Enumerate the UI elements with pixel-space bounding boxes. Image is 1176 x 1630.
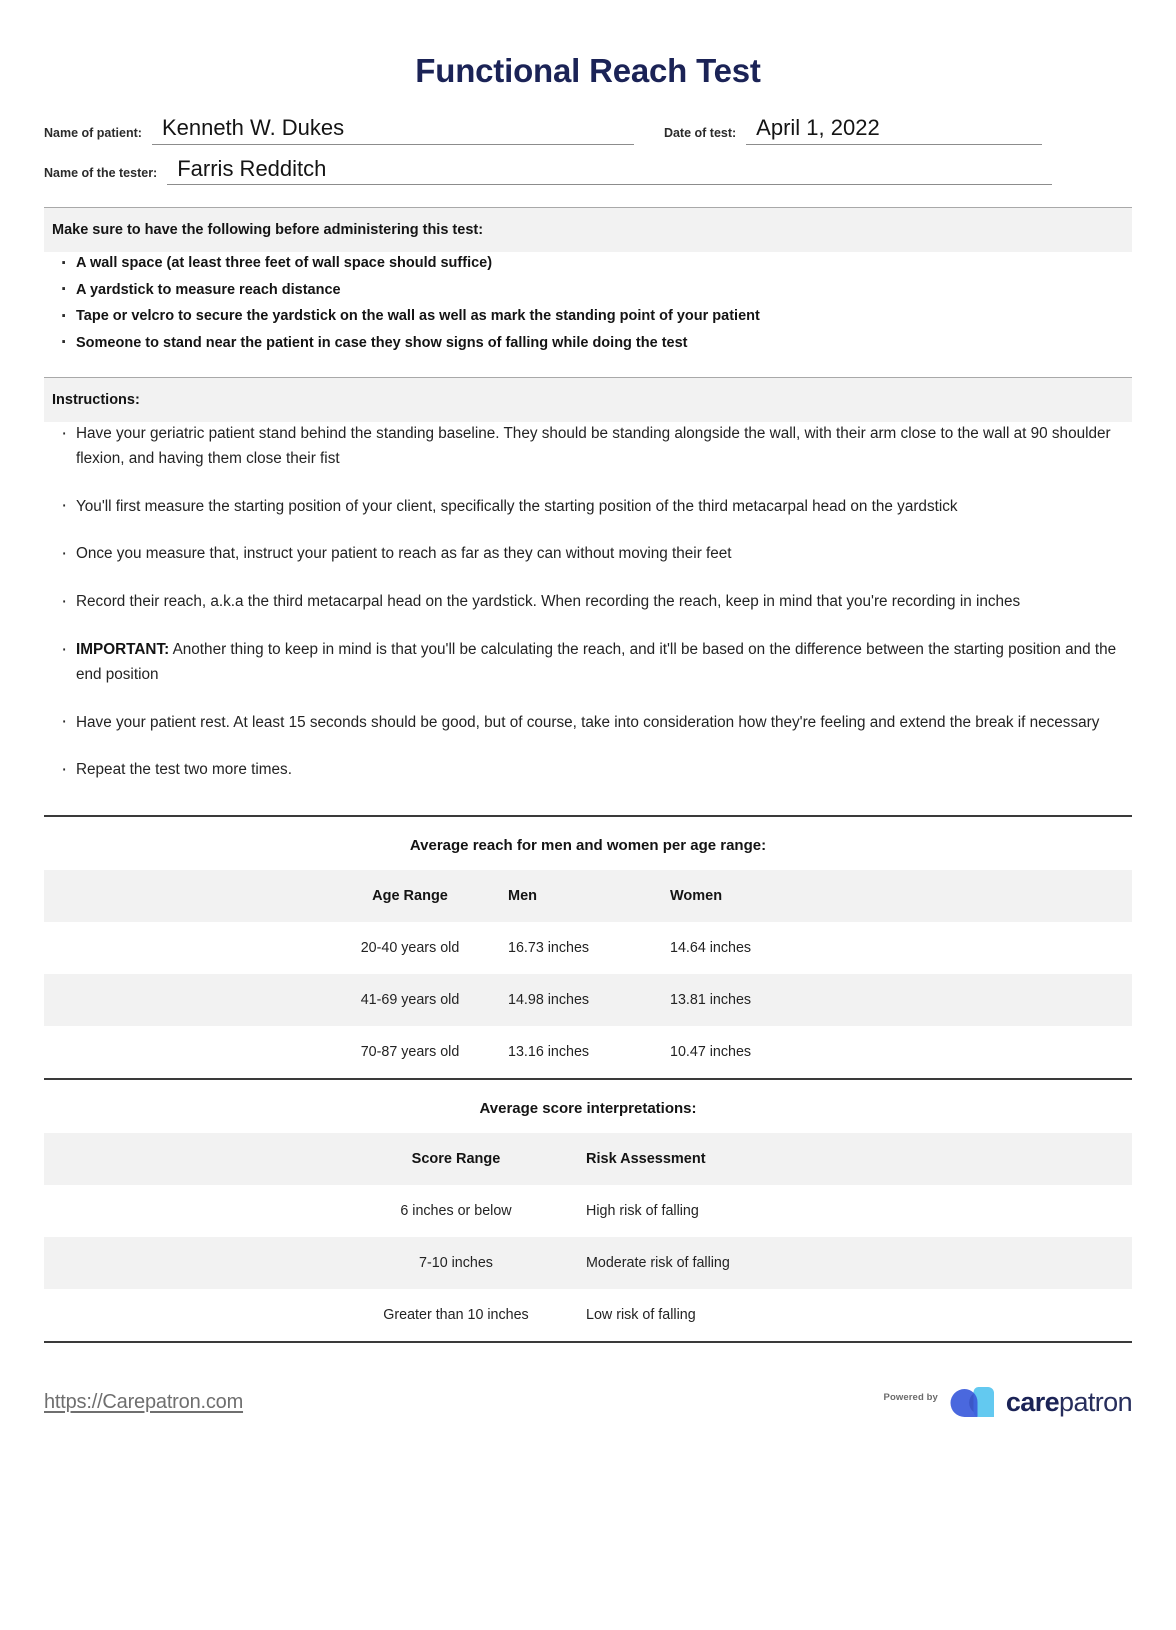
meta-row-bottom bbox=[44, 157, 1132, 186]
column-header-men: Men bbox=[508, 888, 537, 905]
patient-name-field[interactable] bbox=[44, 116, 634, 145]
cell-risk-assessment: Moderate risk of falling bbox=[586, 1255, 730, 1272]
instruction-text: You'll first measure the starting position of your client, specifically the starting position of the third metacarpal head on the yardstick bbox=[76, 497, 958, 515]
row-spacer bbox=[44, 922, 316, 974]
carepatron-branding bbox=[884, 1385, 1132, 1419]
tester-name-field[interactable] bbox=[44, 157, 1052, 186]
tester-name-value: Farris Redditch bbox=[177, 155, 327, 181]
list-item: · Someone to stand near the patient in case they show signs of falling while doing the test bbox=[44, 332, 1132, 355]
cell-risk-assessment: Low risk of falling bbox=[586, 1307, 696, 1324]
cell-women: 10.47 inches bbox=[670, 1044, 752, 1061]
table-row bbox=[44, 1026, 1132, 1078]
row-spacer-right bbox=[824, 1026, 1132, 1078]
cell-age-range: 20-40 years old bbox=[360, 940, 460, 957]
date-of-test-input[interactable] bbox=[746, 116, 1042, 145]
footer bbox=[44, 1343, 1132, 1419]
instruction-text: Have your patient rest. At least 15 seconds should be good, but of course, take into consideration how they're feeling and extend the break if necessary bbox=[76, 713, 1100, 731]
table-row bbox=[44, 1237, 1132, 1289]
cell-men: 13.16 inches bbox=[508, 1044, 590, 1061]
reach-table-block bbox=[44, 815, 1132, 1078]
carepatron-url-link[interactable]: https://Carepatron.com bbox=[44, 1390, 244, 1413]
tester-name-label: Name of the tester: bbox=[44, 166, 158, 181]
row-spacer-right bbox=[824, 922, 1132, 974]
powered-by-label: Powered by bbox=[883, 1391, 938, 1403]
table-header-row bbox=[44, 1133, 1132, 1185]
list-item bbox=[44, 495, 1132, 520]
list-item bbox=[44, 758, 1132, 783]
checklist-heading: Make sure to have the following before administering this test: bbox=[52, 222, 484, 239]
list-item bbox=[44, 711, 1132, 736]
cell-women: 13.81 inches bbox=[670, 992, 752, 1009]
checklist-section-header bbox=[44, 207, 1132, 252]
wordmark-patron: patron bbox=[1059, 1386, 1132, 1417]
wordmark-care: care bbox=[1005, 1386, 1060, 1417]
list-item bbox=[44, 542, 1132, 567]
table-row bbox=[44, 974, 1132, 1026]
patient-name-input[interactable] bbox=[152, 116, 634, 145]
cell-women: 14.64 inches bbox=[670, 940, 752, 957]
patient-name-value: Kenneth W. Dukes bbox=[161, 115, 345, 140]
table-row bbox=[44, 1289, 1132, 1341]
column-header-women: Women bbox=[670, 888, 723, 905]
score-table bbox=[44, 1133, 1132, 1341]
table-header-spacer bbox=[44, 870, 316, 922]
row-spacer-right bbox=[880, 1185, 1132, 1237]
table-header-spacer-right bbox=[880, 1133, 1132, 1185]
tester-name-input[interactable] bbox=[167, 157, 1052, 186]
instruction-text: Once you measure that, instruct your patient to reach as far as they can without moving their feet bbox=[76, 545, 732, 563]
instruction-text: Have your geriatric patient stand behind the standing baseline. They should be standing alongside the wall, with their arm close to the wall at 90 shoulder flexion, and having them close their fist bbox=[76, 425, 1111, 467]
cell-men: 14.98 inches bbox=[508, 992, 590, 1009]
cell-score-range: 6 inches or below bbox=[400, 1203, 512, 1220]
instructions-heading: Instructions: bbox=[52, 392, 140, 409]
list-item bbox=[44, 638, 1132, 688]
instructions-list bbox=[44, 422, 1132, 783]
row-spacer bbox=[44, 1289, 332, 1341]
row-spacer bbox=[44, 974, 316, 1026]
reach-table bbox=[44, 870, 1132, 1078]
patient-name-label: Name of patient: bbox=[44, 125, 142, 140]
meta-row-top bbox=[44, 116, 1132, 145]
row-spacer-right bbox=[880, 1289, 1132, 1341]
row-spacer-right bbox=[880, 1237, 1132, 1289]
list-item bbox=[44, 590, 1132, 615]
cell-score-range: 7-10 inches bbox=[419, 1255, 493, 1272]
row-spacer bbox=[44, 1026, 316, 1078]
row-spacer bbox=[44, 1185, 332, 1237]
carepatron-logo-icon bbox=[948, 1385, 996, 1419]
cell-age-range: 41-69 years old bbox=[360, 992, 460, 1009]
list-item: · A wall space (at least three feet of wall space should suffice) bbox=[44, 252, 1132, 275]
date-of-test-label: Date of test: bbox=[663, 125, 737, 140]
table-row bbox=[44, 922, 1132, 974]
cell-age-range: 70-87 years old bbox=[360, 1044, 460, 1061]
column-header-age-range: Age Range bbox=[372, 888, 448, 905]
row-spacer bbox=[44, 1237, 332, 1289]
score-table-block bbox=[44, 1078, 1132, 1341]
page-title: Functional Reach Test bbox=[415, 52, 761, 89]
instruction-text: Repeat the test two more times. bbox=[76, 761, 292, 779]
date-of-test-field[interactable] bbox=[664, 116, 1042, 145]
table-header-row bbox=[44, 870, 1132, 922]
instruction-lead: IMPORTANT: bbox=[76, 641, 170, 659]
checklist-list bbox=[44, 252, 1132, 355]
table-row bbox=[44, 1185, 1132, 1237]
cell-score-range: Greater than 10 inches bbox=[383, 1307, 529, 1324]
row-spacer-right bbox=[824, 974, 1132, 1026]
list-item bbox=[44, 422, 1132, 472]
table-header-spacer bbox=[44, 1133, 332, 1185]
list-item: · A yardstick to measure reach distance bbox=[44, 279, 1132, 302]
carepatron-wordmark bbox=[1005, 1386, 1132, 1417]
cell-risk-assessment: High risk of falling bbox=[586, 1203, 699, 1220]
instruction-text: Record their reach, a.k.a the third metacarpal head on the yardstick. When recording the reach, keep in mind that you're recording in inches bbox=[76, 593, 1021, 611]
patient-info-section bbox=[44, 116, 1132, 185]
list-item: · Tape or velcro to secure the yardstick on the wall as well as mark the standing point of your patient bbox=[44, 305, 1132, 328]
column-header-score-range: Score Range bbox=[411, 1151, 501, 1168]
date-of-test-value: April 1, 2022 bbox=[756, 115, 880, 140]
instruction-text: Another thing to keep in mind is that you'll be calculating the reach, and it'll be based on the difference between the starting position and the end position bbox=[76, 641, 1117, 683]
cell-men: 16.73 inches bbox=[508, 940, 590, 957]
column-header-risk-assessment: Risk Assessment bbox=[586, 1151, 706, 1168]
score-table-caption: Average score interpretations: bbox=[479, 1100, 697, 1118]
reach-table-caption: Average reach for men and women per age range: bbox=[409, 837, 767, 855]
table-header-spacer-right bbox=[824, 870, 1132, 922]
instructions-section-header bbox=[44, 377, 1132, 422]
